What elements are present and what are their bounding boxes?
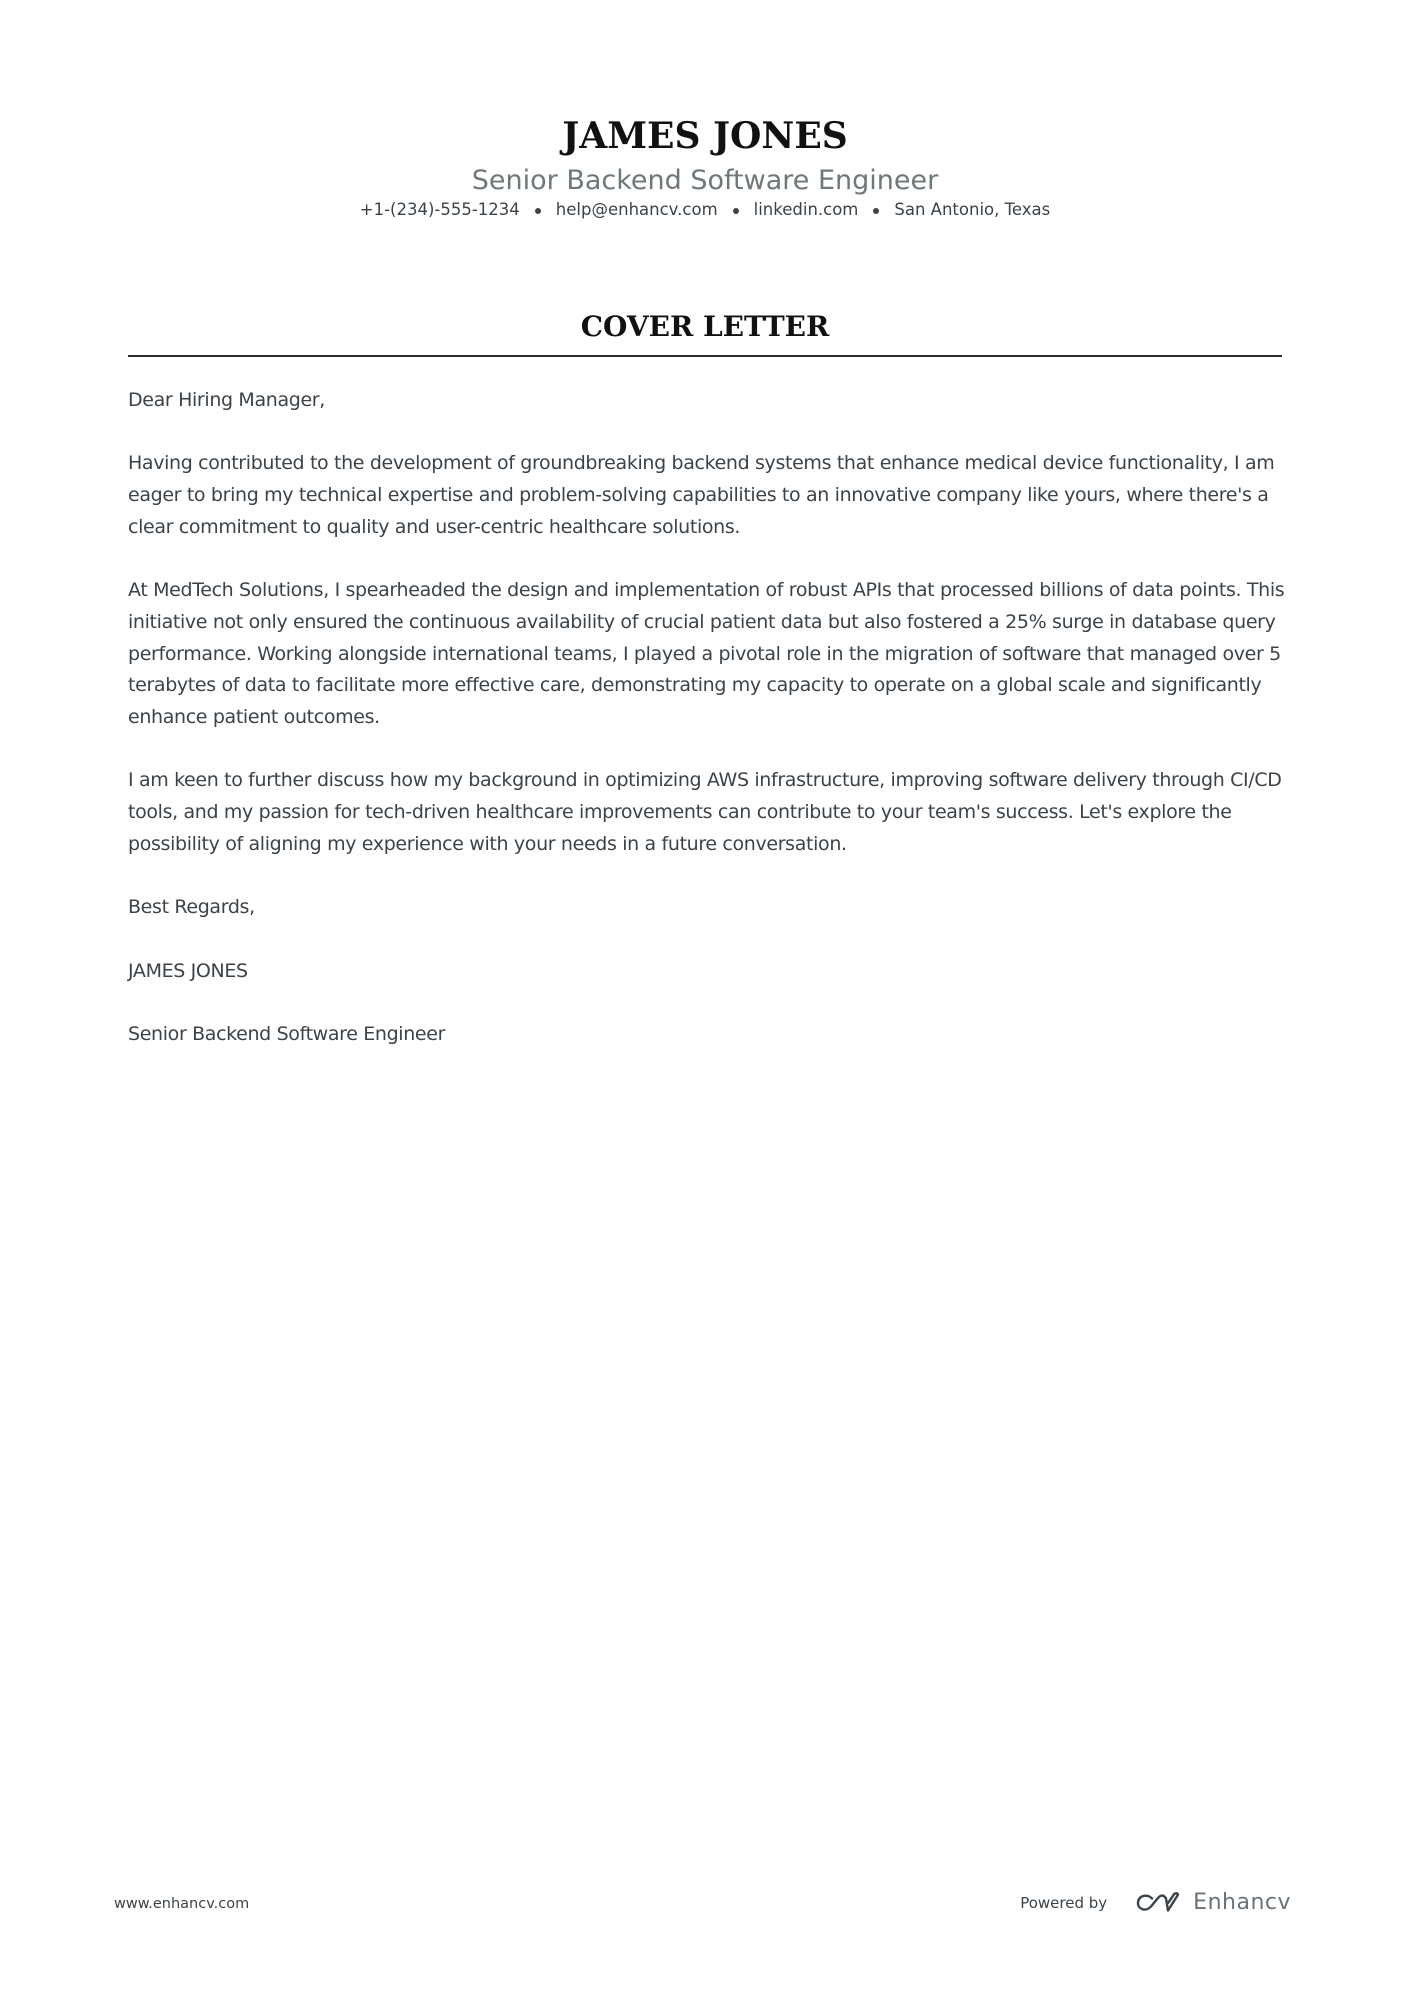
powered-by-badge[interactable] xyxy=(1020,1886,1291,1920)
letter-paragraph-2: At MedTech Solutions, I spearheaded the design and implementation of robust APIs that processed billions of data points. This initiative not only ensured the continuous availability of crucial patient data but also fostered a 25% surge in database query performance. Working alongside international teams, I played a pivotal role in the migration of software that managed over 5 terabytes of data to facilitate more effective care, demonstrating my capacity to operate on a global scale and significantly enhance patient outcomes. xyxy=(128,579,1285,728)
letter-body xyxy=(128,385,1288,1082)
signature-name: JAMES JONES xyxy=(128,959,248,982)
contact-info xyxy=(0,198,1410,222)
bullet-separator-icon xyxy=(873,208,879,214)
resume-header xyxy=(0,112,1410,222)
letter-paragraph-1: Having contributed to the development of groundbreaking backend systems that enhance medical device functionality, I am eager to bring my technical expertise and problem-solving capabilities to an innovative company like yours, where there's a clear commitment to quality and user-centric healthcare solutions. xyxy=(128,452,1275,538)
contact-email[interactable]: help@enhancv.com xyxy=(555,200,718,219)
enhancv-logo-icon xyxy=(1135,1891,1181,1915)
bullet-separator-icon xyxy=(535,208,541,214)
section-divider xyxy=(128,355,1282,357)
enhancv-brand-name: Enhancv xyxy=(1193,1890,1291,1915)
letter-greeting: Dear Hiring Manager, xyxy=(128,389,325,411)
contact-phone: +1-(234)-555-1234 xyxy=(359,200,520,219)
letter-paragraph-3: I am keen to further discuss how my background in optimizing AWS infrastructure, improving software delivery through CI/CD tools, and my passion for tech-driven healthcare improvements can contribute to your team's success. Let's explore the possibility of aligning my experience with your needs in a future conversation. xyxy=(128,769,1282,855)
contact-linkedin[interactable]: linkedin.com xyxy=(753,200,859,219)
section-title: COVER LETTER xyxy=(580,310,830,343)
bullet-separator-icon xyxy=(733,208,739,214)
signature-title: Senior Backend Software Engineer xyxy=(128,1022,446,1045)
candidate-job-title: Senior Backend Software Engineer xyxy=(471,165,939,196)
powered-by-label: Powered by xyxy=(1020,1894,1108,1912)
letter-closing: Best Regards, xyxy=(128,896,255,919)
candidate-name: JAMES JONES xyxy=(562,115,848,157)
footer-website-link[interactable]: www.enhancv.com xyxy=(114,1896,250,1912)
contact-location: San Antonio, Texas xyxy=(894,200,1051,219)
